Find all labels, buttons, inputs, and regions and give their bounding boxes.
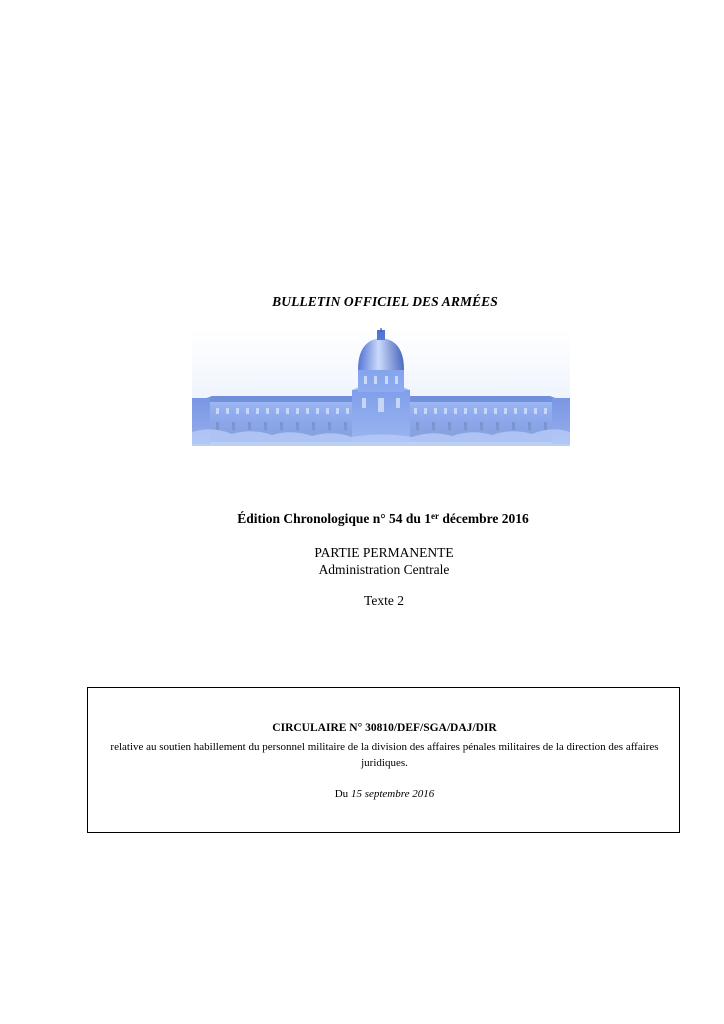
- edition-prefix: Édition Chronologique n° 54 du 1: [237, 511, 432, 526]
- circulaire-box: [87, 687, 680, 833]
- edition-suffix: décembre 2016: [439, 511, 529, 526]
- edition-superscript: er: [431, 511, 440, 521]
- administration-label: Administration Centrale: [318, 562, 450, 577]
- section-block: [0, 544, 724, 578]
- partie-label: PARTIE PERMANENTE: [314, 545, 454, 560]
- circulaire-number: CIRCULAIRE N° 30810/DEF/SGA/DAJ/DIR: [272, 722, 497, 734]
- circulaire-date: [88, 788, 681, 800]
- texte-label: Texte 2: [364, 593, 404, 608]
- circulaire-subject: relative au soutien habillement du personnel militaire de la division des affaires pénales militaires de la direction des affaires juridiques.: [110, 741, 659, 769]
- bulletin-title: BULLETIN OFFICIEL DES ARMÉES: [272, 294, 498, 309]
- circulaire-date-value: 15 septembre 2016: [350, 788, 435, 800]
- les-invalides-illustration-icon: [192, 328, 570, 446]
- edition-heading: [0, 511, 724, 527]
- circulaire-date-prefix: Du: [334, 788, 351, 800]
